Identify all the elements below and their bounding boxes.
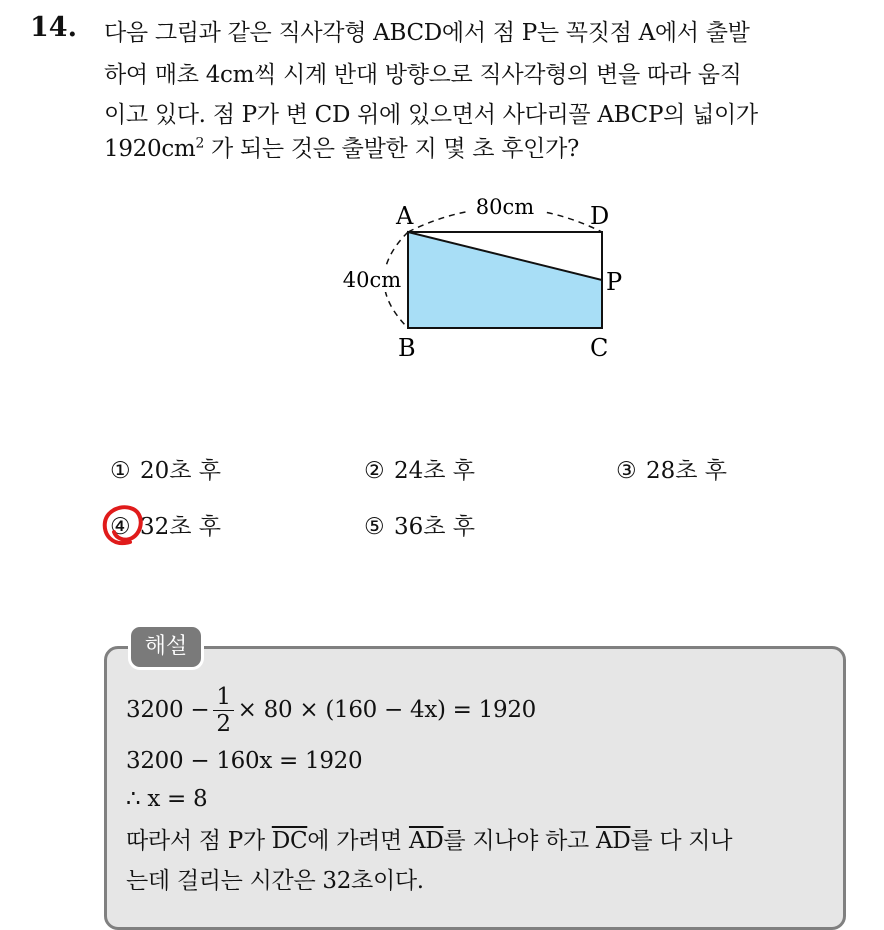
question-line-1: 다음 그림과 같은 직사각형 ABCD에서 점 P는 꼭짓점 A에서 출발 <box>104 20 750 46</box>
choice-text: 20초 후 <box>140 458 222 484</box>
solution-tag: 해설 <box>128 624 204 670</box>
choice-mark: ③ <box>616 458 637 484</box>
choice-text: 24초 후 <box>394 458 476 484</box>
area-exponent: 2 <box>195 135 205 152</box>
segment-dc: $\overline{DC}$ <box>271 828 308 854</box>
choice-text: 28초 후 <box>646 458 728 484</box>
rectangle-figure <box>320 192 640 372</box>
label-b: B <box>398 334 416 362</box>
fraction-one-half <box>213 684 233 738</box>
question-line-3: 이고 있다. 점 P가 변 CD 위에 있으면서 사다리꼴 ABCP의 넓이가 <box>104 102 758 128</box>
label-d: D <box>590 202 610 230</box>
label-c: C <box>590 334 609 362</box>
solution-equation-3: ∴ x = 8 <box>126 786 208 812</box>
choice-text: 36초 후 <box>394 514 476 540</box>
choice-1[interactable] <box>110 452 221 485</box>
solution-equation-1 <box>126 684 536 738</box>
label-a: A <box>396 202 414 230</box>
height-label: 40cm <box>342 268 402 292</box>
eq1-start: 3200 − <box>126 696 210 723</box>
choice-mark: ⑤ <box>364 514 385 540</box>
choice-text: 32초 후 <box>140 514 222 540</box>
solution-equation-2: 3200 − 160x = 1920 <box>126 748 363 774</box>
eq1-end: × 80 × (160 − 4x) = 1920 <box>237 696 536 723</box>
width-label: 80cm <box>475 195 535 219</box>
solution-text-2: 는데 걸리는 시간은 32초이다. <box>126 868 424 894</box>
question-line-2: 하여 매초 4cm씩 시계 반대 방향으로 직사각형의 변을 따라 움직 <box>104 62 742 88</box>
segment-ad: $\overline{AD}$ <box>595 828 631 854</box>
sol-text-c: 를 지나야 하고 <box>443 828 596 854</box>
choice-2[interactable] <box>364 452 475 485</box>
segment-ad: $\overline{AD}$ <box>408 828 444 854</box>
fraction-denominator: 2 <box>216 711 231 738</box>
answer-circle-mark <box>100 502 146 548</box>
fraction-numerator: 1 <box>213 684 233 711</box>
question-line-4-end: 가 되는 것은 출발한 지 몇 초 후인가? <box>204 136 580 162</box>
label-p: P <box>606 268 623 296</box>
sol-text-a: 따라서 점 P가 <box>126 828 272 854</box>
choice-5[interactable] <box>364 508 475 541</box>
question-number: 14. <box>30 12 77 43</box>
solution-text-1 <box>126 822 732 855</box>
choice-mark: ④ <box>110 514 131 540</box>
sol-text-b: 에 가려면 <box>307 828 409 854</box>
choice-3[interactable] <box>616 452 727 485</box>
choice-mark: ① <box>110 458 131 484</box>
sol-text-d: 를 다 지나 <box>630 828 733 854</box>
choice-mark: ② <box>364 458 385 484</box>
area-value: 1920cm <box>104 136 196 162</box>
question-line-4 <box>104 130 579 163</box>
